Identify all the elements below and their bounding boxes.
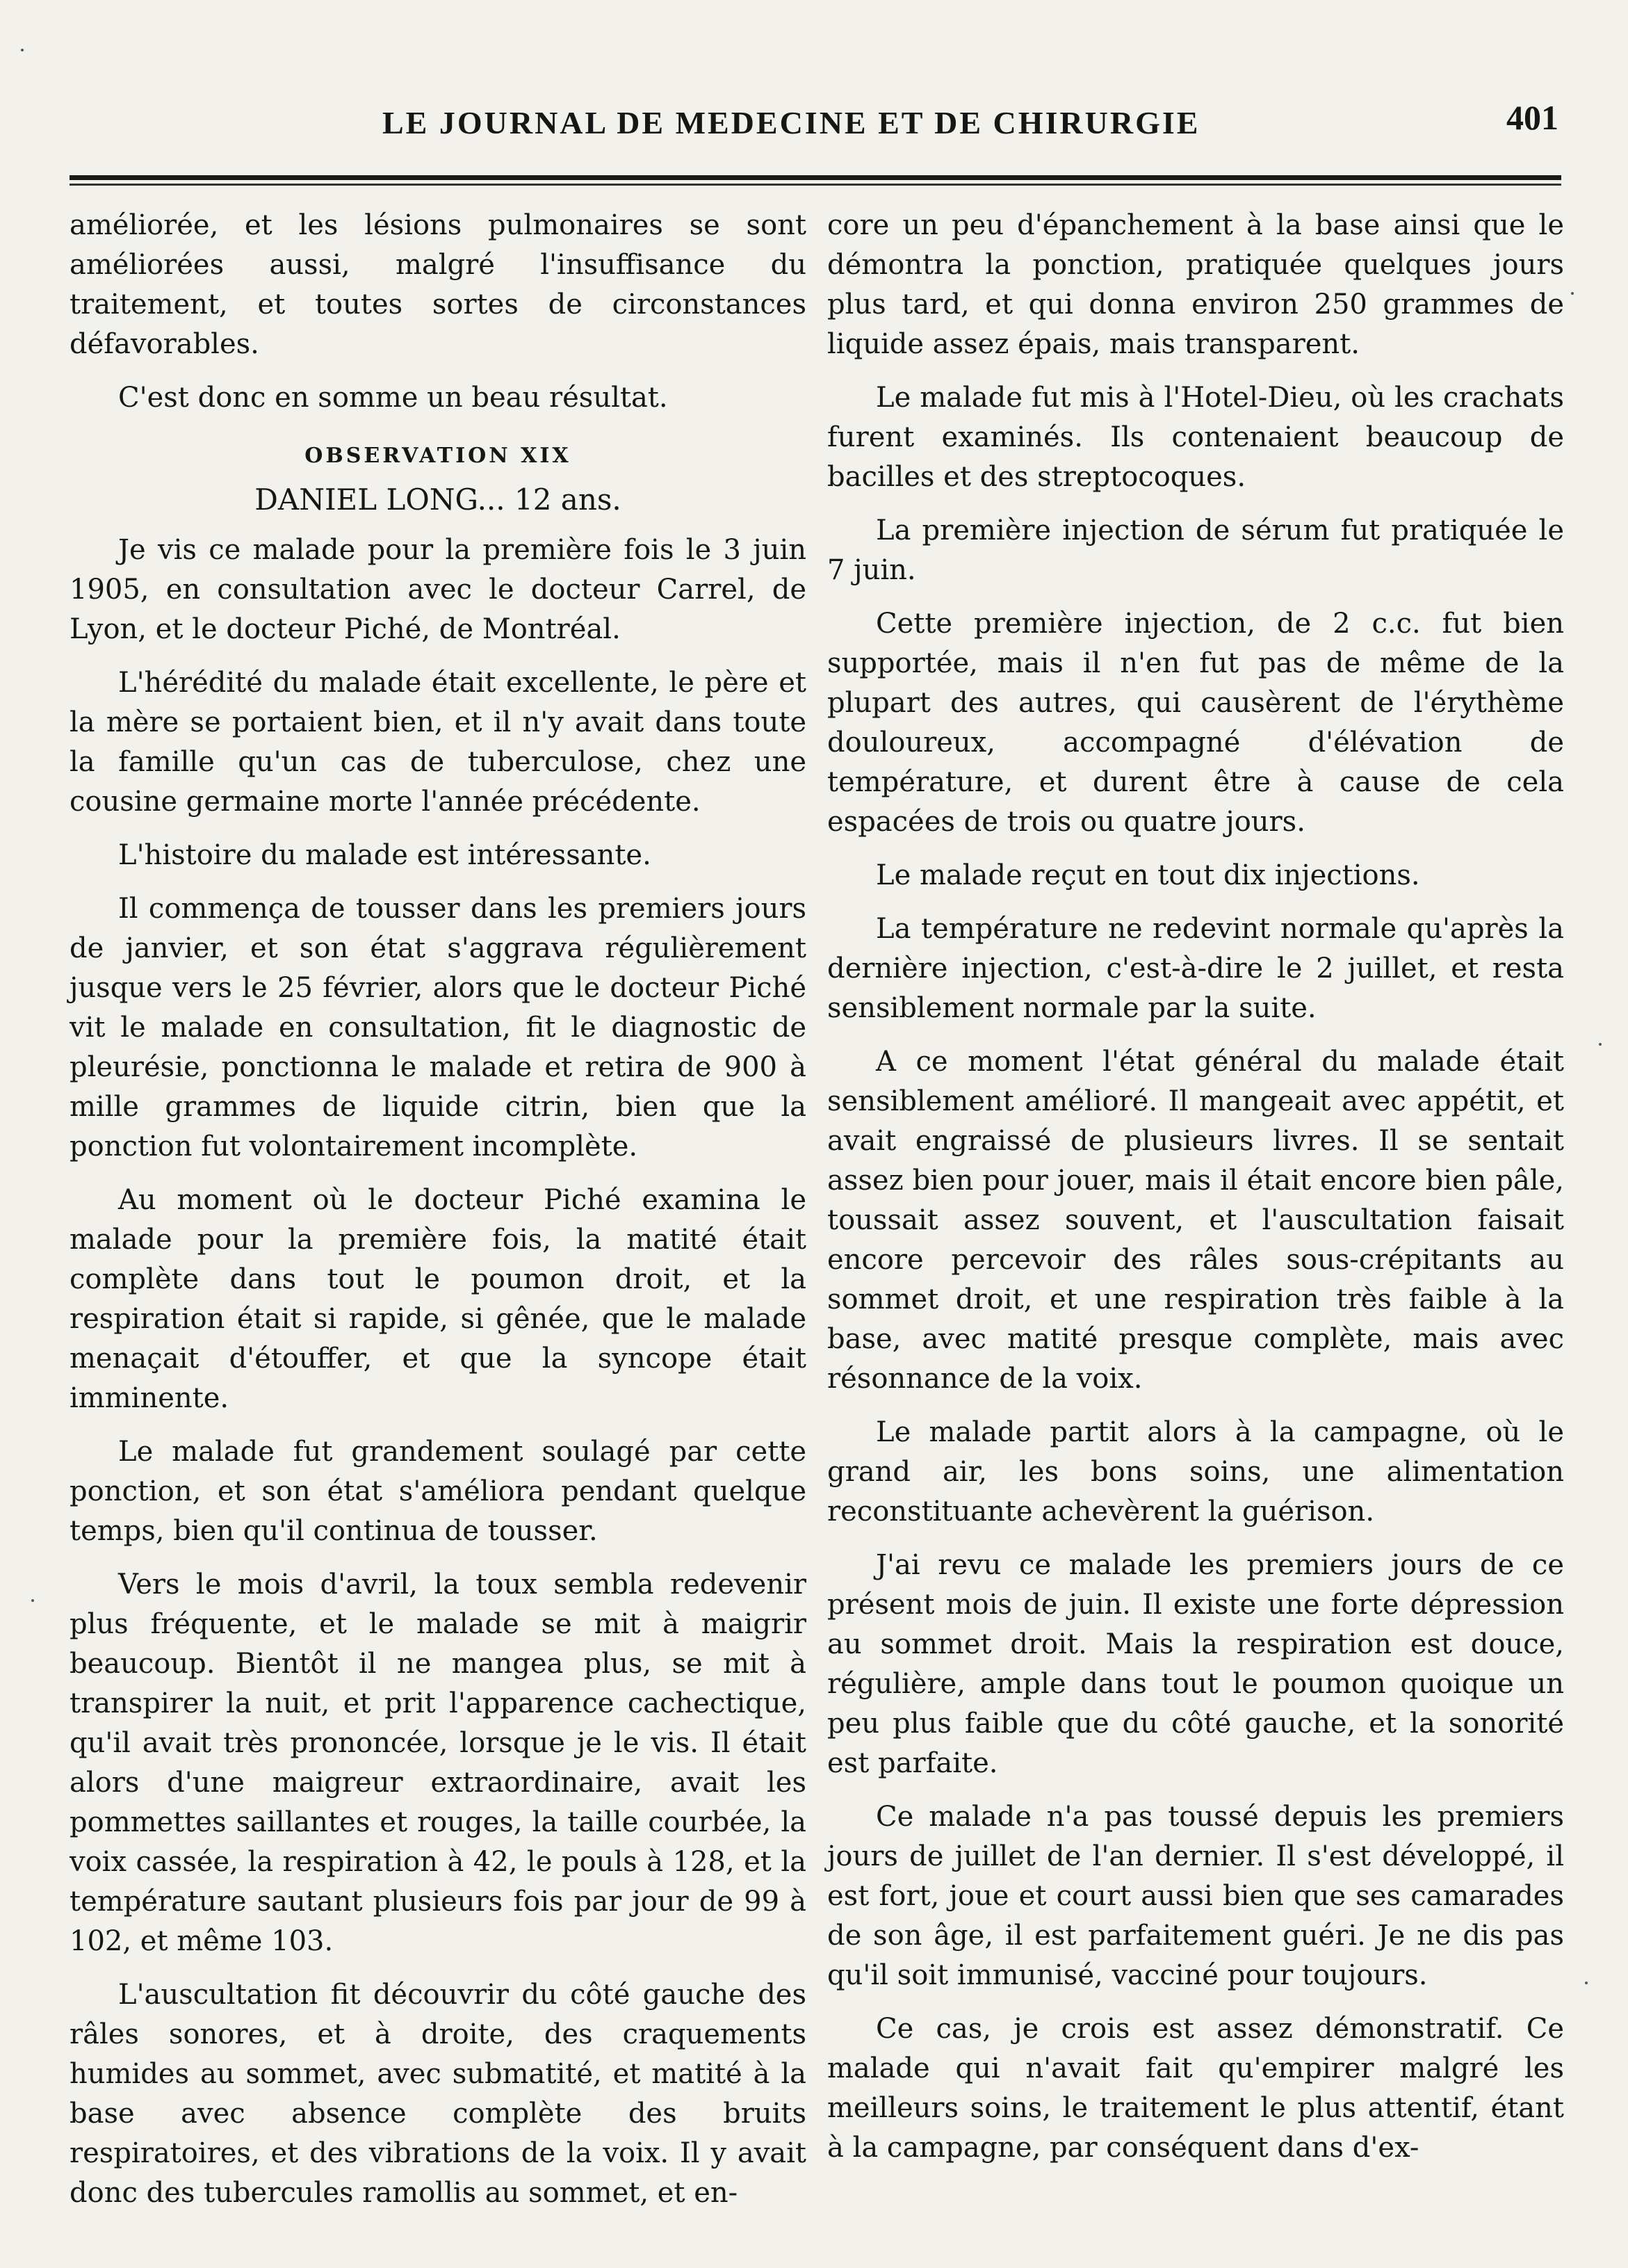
paragraph: Il commença de tousser dans les premiers jours de janvier, et son état s'aggrava régulièrement jusque vers le 25 février, alors que le docteur Piché vit le malade en consultation, fit le diagnostic de pleurésie, ponctionna le malade et retira de 900 à mille grammes de liquide citrin, bien que la ponction fut volontairement incomplète. [70,893,806,1163]
print-speck [1571,292,1574,295]
paragraph: Je vis ce malade pour la première fois le 3 juin 1905, en consultation avec le docteur Carrel, de Lyon, et le docteur Piché, de Montréal. [70,534,806,645]
page-header [63,97,1564,160]
paragraph: J'ai revu ce malade les premiers jours de ce présent mois de juin. Il existe une forte dépression au sommet droit. Mais la respiration est douce, régulière, ample dans tout le poumon quoique un peu plus faible que du côté gauche, et la sonorité est parfaite. [827,1549,1564,1779]
paragraph: La première injection de sérum fut pratiquée le 7 juin. [827,515,1564,586]
page-number: 401 [1506,98,1558,137]
journal-title: LE JOURNAL DE MEDECINE ET DE CHIRURGIE [382,105,1200,140]
left-column [70,206,806,2227]
paragraph: La température ne redevint normale qu'après la dernière injection, c'est-à-dire le 2 juillet, et resta sensiblement normale par la suite. [827,913,1564,1024]
print-speck [21,49,24,51]
paragraph: Le malade fut grandement soulagé par cette ponction, et son état s'améliora pendant quelque temps, bien qu'il continua de tousser. [70,1436,806,1547]
paragraph: C'est donc en somme un beau résultat. [118,382,668,414]
header-rule-thick [70,175,1561,180]
paragraph: L'hérédité du malade était excellente, le père et la mère se portaient bien, et il n'y avait dans toute la famille qu'un cas de tuberculose, chez une cousine germaine morte l'année précédente. [70,667,806,818]
print-speck [1599,1043,1602,1046]
paragraph: Le malade reçut en tout dix injections. [876,859,1420,891]
paragraph: Ce malade n'a pas toussé depuis les premiers jours de juillet de l'an dernier. Il s'est développé, il est fort, joue et court aussi bien que ses camarades de son âge, il est parfaitement guéri. Je ne dis pas qu'il soit immunisé, vacciné pour toujours. [827,1801,1564,1991]
header-rule-thin [70,184,1561,186]
paragraph: L'histoire du malade est intéressante. [118,839,651,871]
paragraph: L'auscultation fit découvrir du côté gauche des râles sonores, et à droite, des craquements humides au sommet, avec submatité, et matité à la base avec absence complète des bruits respiratoires, et des vibrations de la voix. Il y avait donc des tubercules ramollis au sommet, et en- [70,1979,806,2209]
patient-name: DANIEL LONG... 12 ans. [254,483,621,517]
right-column [827,206,1564,2182]
paragraph: Le malade partit alors à la campagne, où le grand air, les bons soins, une alimentation reconstituante achevèrent la guérison. [827,1416,1564,1528]
paragraph: core un peu d'épanchement à la base ainsi que le démontra la ponction, pratiquée quelques jours plus tard, et qui donna environ 250 grammes de liquide assez épais, mais transparent. [827,209,1564,360]
paragraph: Au moment où le docteur Piché examina le malade pour la première fois, la matité était complète dans tout le poumon droit, et la respiration était si rapide, si gênée, que le malade menaçait d'étouffer, et que la syncope était imminente. [70,1184,806,1414]
observation-title: OBSERVATION XIX [304,444,571,468]
print-speck [1585,1982,1588,1984]
paragraph: A ce moment l'état général du malade était sensiblement amélioré. Il mangeait avec appétit, et avait engraissé de plusieurs livres. Il se sentait assez bien pour jouer, mais il était encore bien pâle, toussait assez souvent, et l'auscultation faisait encore percevoir des râles sous-crépitants au sommet droit, et une respiration très faible à la base, avec matité presque complète, mais avec résonnance de la voix. [827,1046,1564,1395]
paragraph: Cette première injection, de 2 c.c. fut bien supportée, mais il n'en fut pas de même de la plupart des autres, qui causèrent de l'érythème douloureux, accompagné d'élévation de température, et durent être à cause de cela espacées de trois ou quatre jours. [827,608,1564,838]
print-speck [31,1599,34,1602]
paragraph: améliorée, et les lésions pulmonaires se sont améliorées aussi, malgré l'insuffisance du traitement, et toutes sortes de circonstances défavorables. [70,209,806,360]
paragraph: Le malade fut mis à l'Hotel-Dieu, où les crachats furent examinés. Ils contenaient beaucoup de bacilles et des streptocoques. [827,382,1564,493]
paragraph: Ce cas, je crois est assez démonstratif. Ce malade qui n'avait fait qu'empirer malgré les meilleurs soins, le traitement le plus attentif, étant à la campagne, par conséquent dans d'ex- [827,2013,1564,2164]
paragraph: Vers le mois d'avril, la toux sembla redevenir plus fréquente, et le malade se mit à maigrir beaucoup. Bientôt il ne mangea plus, se mit à transpirer la nuit, et prit l'apparence cachectique, qu'il avait très prononcée, lorsque je le vis. Il était alors d'une maigreur extraordinaire, avait les pommettes saillantes et rouges, la taille courbée, la voix cassée, la respiration à 42, le pouls à 128, et la température sautant plusieurs fois par jour de 99 à 102, et même 103. [70,1569,806,1957]
